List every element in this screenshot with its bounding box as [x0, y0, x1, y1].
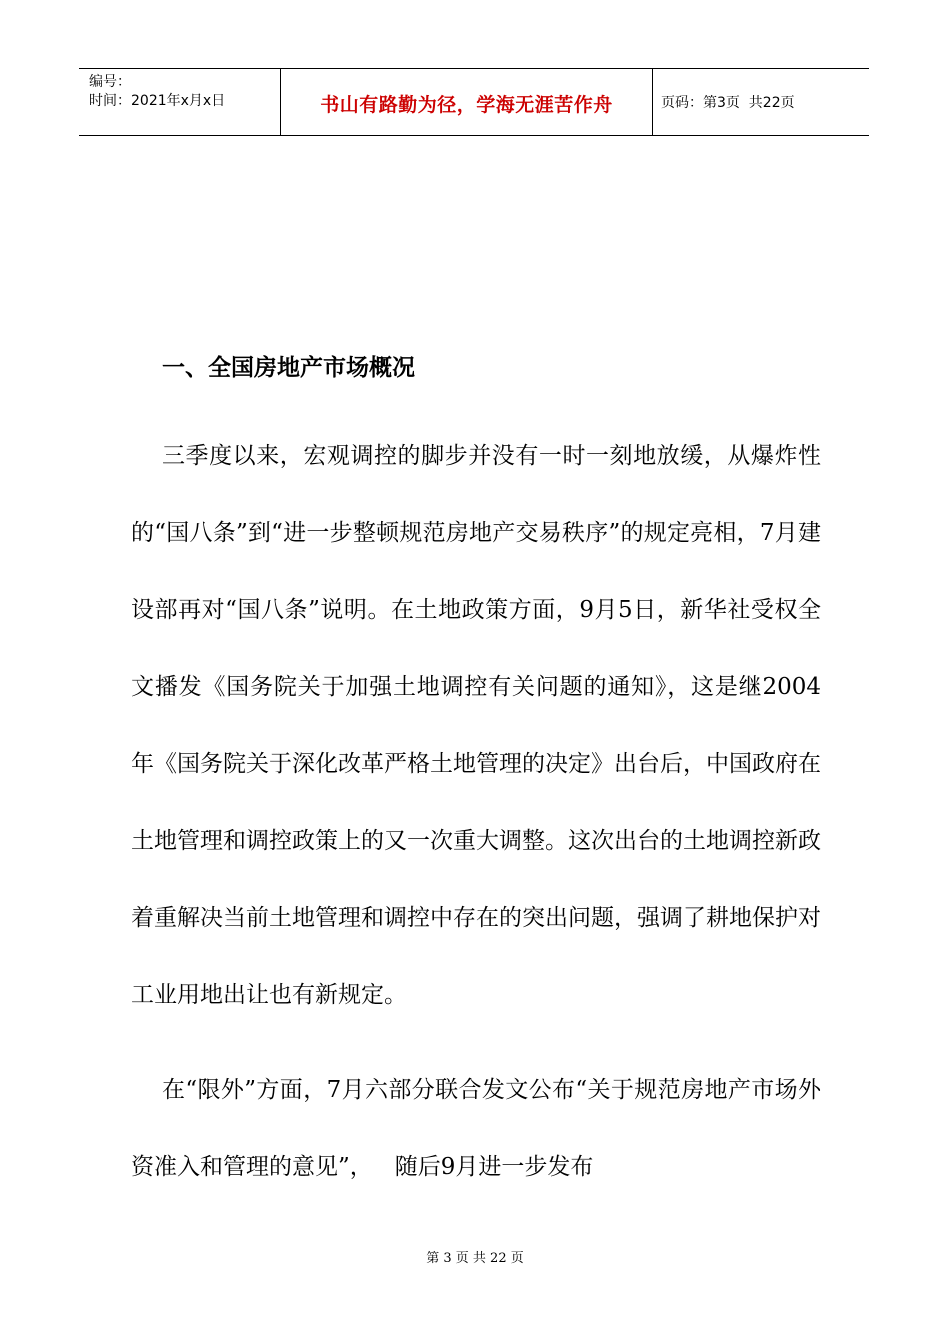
header-motto: 书山有路勤为径，学海无涯苦作舟 — [320, 93, 613, 116]
document-number-label: 编号： — [89, 74, 131, 90]
document-body — [131, 340, 821, 1206]
header-motto-cell — [281, 69, 653, 135]
page-header — [79, 68, 869, 136]
paragraph-1: 三季度以来，宏观调控的脚步并没有一时一刻地放缓，从爆炸性的“国八条”到“进一步整顿规范房地产交易秩序”的规定亮相，7月建设部再对“国八条”说明。在土地政策方面，9月5日，新华社受权全文播发《国务院关于加强土地调控有关问题的通知》，这是继2004年《国务院关于深化改革严格土地管理的决定》出台后，中国政府在土地管理和调控政策上的又一次重大调整。这次出台的土地调控新政着重解决当前土地管理和调控中存在的突出问题，强调了耕地保护对工业用地出让也有新规定。 — [131, 443, 821, 1008]
header-page-cell — [653, 69, 869, 135]
document-time-label: 时间：2021年x月x日 — [89, 93, 226, 109]
header-page-info: 页码：第3页 共22页 — [661, 95, 795, 111]
section-heading: 一、全国房地产市场概况 — [162, 355, 415, 381]
page-footer: 第 3 页 共 22 页 — [426, 1251, 524, 1266]
paragraph-2: 在“限外”方面，7月六部分联合发文公布“关于规范房地产市场外资准入和管理的意见”， 随后9月进一步发布 — [131, 1077, 821, 1180]
header-meta-cell — [79, 69, 281, 135]
